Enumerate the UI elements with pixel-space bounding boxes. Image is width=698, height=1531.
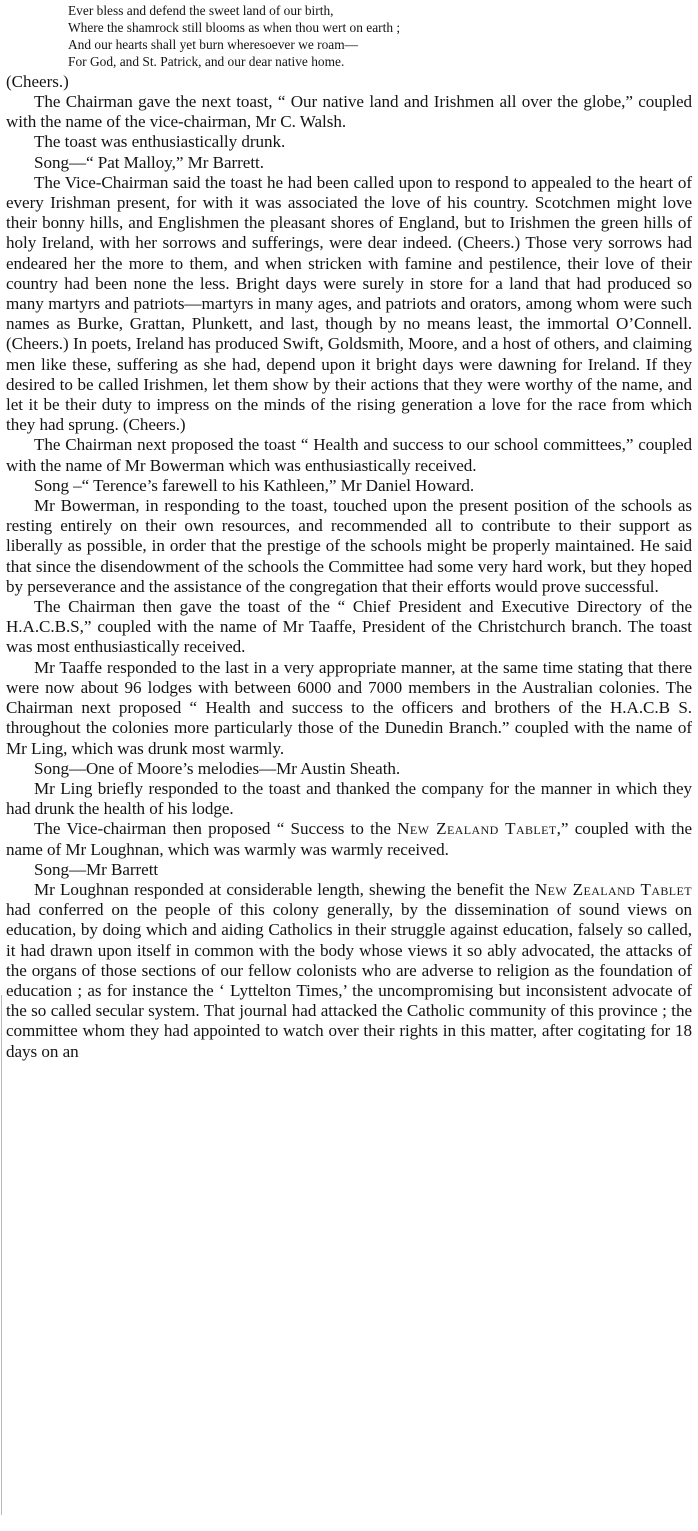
song-pat-malloy: Song—“ Pat Malloy,” Mr Barrett.: [34, 152, 264, 172]
column-rule: [1, 995, 2, 1515]
song-moores-melodies: Song—One of Moore’s melodies—Mr Austin Sheath.: [34, 758, 401, 778]
paragraph-ling-response: Mr Ling briefly responded to the toast and thanked the company for the manner in which they had drunk the health of his lodge.: [6, 778, 692, 819]
song-terence-farewell: Song –“ Terence’s farewell to his Kathleen,” Mr Daniel Howard.: [34, 475, 475, 495]
verse-line: Ever bless and defend the sweet land of our birth,: [68, 3, 334, 18]
paragraph-toast-drunk: The toast was enthusiastically drunk.: [34, 132, 286, 152]
text-run: The Vice-chairman then proposed “ Success to the: [34, 819, 398, 839]
verse-line: Where the shamrock still blooms as when thou wert on earth ;: [68, 20, 401, 35]
paragraph-hacbs-toast: The Chairman then gave the toast of the “ Chief President and Executive Directory of the H.A.C.B.S,” coupled with the name of Mr Taaffe, President of the Christchurch branch. The toast was most enthusiastically received.: [6, 597, 692, 657]
paragraph-vice-chairman-response: The Vice-Chairman said the toast he had been called upon to respond to appealed to the heart of every Irishman present, for with it was associated the love of his country. Scotchmen might love their bonny hills, and Englishmen the pleasant shores of England, but to Irishmen the green hills of holy Ireland, with her sorrows and sufferings, were dear indeed. (Cheers.) Those very sorrows had endeared her the more to them, and when stricken with famine and pestilence, their love of their country had been none the less. Bright days were surely in store for a land that had produced so many martyrs and patriots—martyrs in many ages, and patriots and orators, among whom were such names as Burke, Grattan, Plunkett, and last, though by no means least, the immortal O’Connell. (Cheers.) In poets, Ireland has produced Swift, Goldsmith, Moore, and a host of others, and claiming men like these, suffering as she had, depend upon it bright days were dawning for Ireland. If they desired to be called Irishmen, let them show by their actions that they were worthy of the name, and let it be their duty to impress on the minds of the rising generation a love for the race from which they had sprung. (Cheers.): [6, 172, 692, 435]
verse-line: For God, and St. Patrick, and our dear native home.: [68, 54, 345, 69]
paragraph-tablet-toast: [6, 819, 692, 859]
text-run: ,” coupled with the name of Mr Loughnan, which was warmly was warmly received.: [6, 819, 692, 859]
paragraph-school-committees-toast: The Chairman next proposed the toast “ Health and success to our school committees,” coupled with the name of Mr Bowerman which was enthusiastically received.: [6, 435, 692, 475]
text-run: had conferred on the people of this colony generally, by the dissemination of sound views on education, by doing which and aiding Catholics in their struggle against education, falsely so called, it had drawn upon itself in common with the body whose views it so ably advocated, the attacks of the organs of those sections of our fellow colonists who are adverse to religion as the foundation of education ; as for instance the ‘ Lyttelton Times,’ the uncompromising but inconsistent advocate of the so called secular system. That journal had attacked the Catholic community of this province ; the committee whom they had appointed to watch over their rights in this matter, after cogitating for 18 days on an: [6, 900, 692, 1061]
text-run: Mr Loughnan responded at considerable length, shewing the benefit the: [34, 879, 535, 899]
paragraph-taaffe-response: Mr Taaffe responded to the last in a very appropriate manner, at the same time stating that there were now about 96 lodges with between 6000 and 7000 members in the Australian colonies. The Chairman next proposed “ Health and success to the officers and brothers of the H.A.C.B S. throughout the colonies more particularly those of the Dunedin Branch.” coupled with the name of Mr Ling, which was drunk most warmly.: [6, 657, 692, 758]
verse-stanza: [6, 2, 692, 70]
paragraph-bowerman-response: Mr Bowerman, in responding to the toast, touched upon the present position of the schools as resting entirely on their own resources, and recommended all to contribute to their support as liberally as possible, in order that the prestige of the schools might be properly maintained. He said that since the disendowment of the schools the Committee had some very hard work, but they hoped by perseverance and the assistance of the congregation that their efforts would prove successful.: [6, 496, 692, 596]
song-barrett: Song—Mr Barrett: [34, 859, 159, 879]
verse-line: And our hearts shall yet burn wheresoever we roam—: [68, 37, 359, 52]
paragraph-loughnan-response: [6, 880, 692, 1062]
cheers-line: (Cheers.): [6, 72, 69, 91]
paragraph-chairman-toast-native-land: The Chairman gave the next toast, “ Our native land and Irishmen all over the globe,” coupled with the name of the vice-chairman, Mr C. Walsh.: [6, 92, 692, 132]
publication-name: New Zealand Tablet: [534, 879, 692, 899]
publication-name: New Zealand Tablet: [397, 819, 557, 839]
